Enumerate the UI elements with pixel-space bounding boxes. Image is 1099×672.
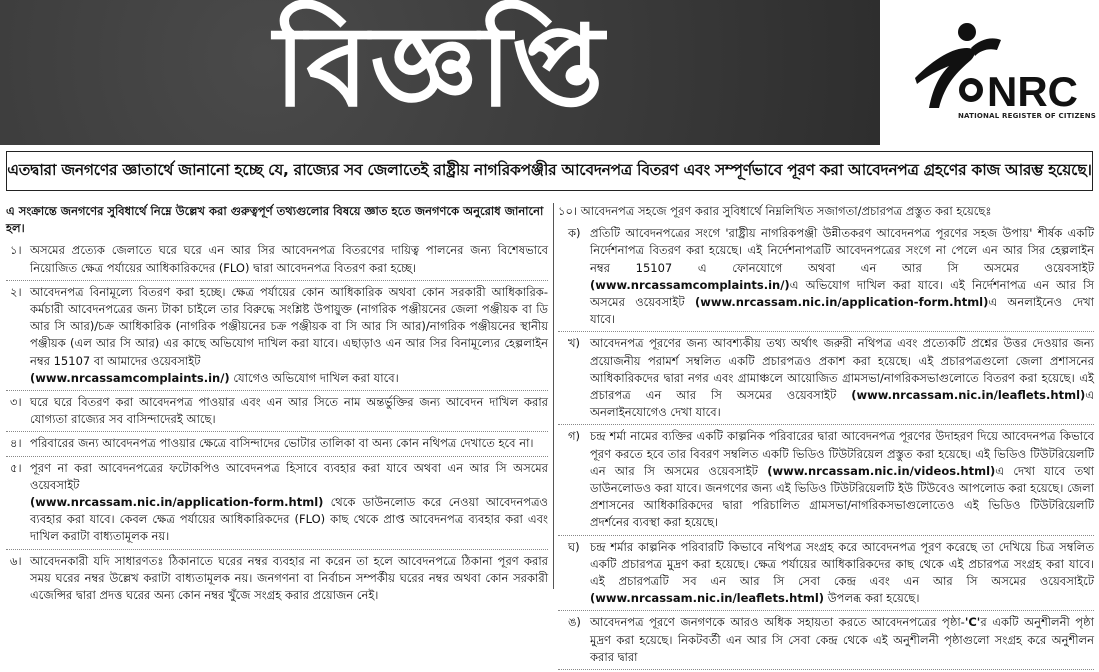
item-text <box>590 428 1094 531</box>
banner <box>0 0 1099 145</box>
item-text <box>30 394 548 428</box>
item-body: পূরণ না করা আবেদনপত্রের ফটোকপিও আবেদনপত্র হিসাবে ব্যবহার করা যাবে অথবা এন আর সি অসমের ওয়েবসাইট <box>30 460 548 492</box>
list-item <box>6 434 548 456</box>
item-body: আবেদনপত্র পূরণে জনগণকে আরও অধিক সহায়তা করতে আবেদনপত্রের পৃষ্ঠা- <box>590 615 965 630</box>
item-number: খ) <box>568 336 581 351</box>
item-body-mid: এ অভিযোগ দাখিল করা যাবে। এই নির্দেশনাপত্র এন আর সি অসমের ওয়েবসাইট <box>590 277 1094 310</box>
left-intro: এ সংক্রান্তে জনগণের সুবিধার্থে নিম্নে উল্লেখ করা গুরুত্বপূর্ণ তথ্যগুলোর বিষয়ে জ্ঞাত হতে জনগণকে অনুরোধ জানানো হল। <box>6 204 544 236</box>
item-text <box>590 614 1094 666</box>
leaflets-link[interactable]: (www.nrcassam.nic.in/leaflets.html) <box>851 388 1086 403</box>
item-number: ৩। <box>10 395 22 410</box>
item-text <box>30 242 548 276</box>
list-item <box>558 538 1094 612</box>
item-body-tail: এ দেখা যাবে তথা ডাউনলোডও করা যাবে। জনগণের জন্য এই ভিডিও টিউটরিয়েলটি ইউ টিউবেও আপলোড করা হয়েছে। জেলা প্রশাসনের আধিকারিকদের দ্বারা পরিচালিত গ্রামসভা/নাগরিকসভাগুলোতেও এই ভিডিও টিউটরিয়েলটি প্রদর্শনের ব্যবস্থা করা হয়েছে। <box>590 463 1095 530</box>
item-body-tail: যোগেও অভিযোগ দাখিল করা যাবে। <box>229 370 399 385</box>
left-column <box>6 203 548 609</box>
item-number: ৪। <box>10 436 22 451</box>
list-item <box>6 241 548 280</box>
right-intro: ১০। আবেদনপত্র সহজে পূরণ করার সুবিধার্থে নিম্নলিখিত সজাগতা/প্রচারপত্র প্রস্তুত করা হয়েছেঃ <box>558 204 992 218</box>
item-number: ঘ) <box>568 539 580 554</box>
item-body: ঘরে ঘরে বিতরণ করা আবেদনপত্র পাওয়ার এবং এন আর সিতে নাম অন্তর্ভুক্তির জন্য আবেদন দাখিল করার যোগ্যতা রাজ্যের সব বাসিন্দাদেরই আছে। <box>30 395 548 427</box>
videos-link[interactable]: (www.nrcassam.nic.in/videos.html) <box>767 463 996 478</box>
list-item <box>6 459 548 550</box>
item-text <box>30 435 548 452</box>
item-text <box>30 553 548 605</box>
application-form-link[interactable]: (www.nrcassam.nic.in/application-form.html) <box>30 495 324 510</box>
item-text <box>30 284 548 387</box>
item-number: গ) <box>568 429 581 444</box>
item-body-tail: র একটি অনুশীলনী পৃষ্ঠা মুদ্রণ করা হয়েছে। নিকটবর্তী এন আর সি সেবা কেন্দ্র থেকে এই অনুশীলনী পৃষ্ঠাগুলো সংগ্রহ করে অনুশীলন করার দ্বারা <box>590 615 1094 664</box>
item-text <box>590 225 1094 328</box>
list-item <box>6 552 548 608</box>
item-text <box>590 539 1094 608</box>
item-number: ক) <box>568 226 581 241</box>
logo-text: NRC <box>987 68 1078 115</box>
headline: এতদ্বারা জনগণের জ্ঞাতার্থে জানানো হচ্ছে যে, রাজ্যের সব জেলাতেই রাষ্ট্রীয় নাগরিকপঞ্জীর আবেদনপত্র বিতরণ এবং সম্পূর্ণভাবে পূরণ করা আবেদনপত্র গ্রহণের কাজ আরম্ভ হয়েছে। <box>6 151 1093 191</box>
item-number: ১। <box>10 243 22 258</box>
item-body: আবেদনপত্র পূরণের জন্য আবশ্যকীয় তথ্য অর্থাৎ জরুরী নথিপত্র এবং প্রত্যেকটি প্রশ্নের উত্তর দেওয়ার জন্য প্রয়োজনীয় পরামর্শ সম্বলিত একটি প্রচারপত্রও প্রকাশ করা হয়েছে। এই প্রচারপত্রগুলো জেলা প্রশাসনের আধিকারিকদের দ্বারা নগর এবং গ্রামাঞ্চলে আয়োজিত গ্রামসভা/নাগরিকসভাগুলোতে বিতরণ করা হয়েছে। এই প্রচারপত্র এন আর সি অসমের ওয়েবসাইট <box>590 336 1094 403</box>
item-body: পরিবারের জন্য আবেদনপত্র পাওয়ার ক্ষেত্রে বাসিন্দাদের ভোটার তালিকা বা অন্য কোন নথিপত্র দেখাতে হবে না। <box>30 436 534 451</box>
item-number: ২। <box>10 284 22 299</box>
item-body: আবেদনপত্র বিনামূল্যে বিতরণ করা হচ্ছে। ক্ষেত্র পর্যায়ের কোন আধিকারিক অথবা কোন সরকারী আধিকারিক-কর্মচারী আবেদনপত্রের জন্য টাকা চাইলে তার বিরুদ্ধে সংশ্লিষ্ট উপায়ুক্ত (নাগরিক পঞ্জীয়নের জেলা পঞ্জীয়ক বা ডি আর সি আর)/চক্র আধিকারিক (নাগরিক পঞ্জীয়নের চক্র পঞ্জীয়ক বা সি আর সি আর)/নাগরিক পঞ্জীয়নের স্থানীয় পঞ্জীয়ক (এল আর সি আর) এর কাছে অভিযোগ দাখিল করা যাবে। এছাড়াও এন আর সির বিনামূল্যের হেল্পলাইন নম্বর 15107 বা আমাদের ওয়েবসাইট <box>30 284 548 368</box>
item-body: আবেদনকারী যদি সাধারণতঃ ঠিকানাতে ঘরের নম্বর ব্যবহার না করেন তা হলে আবেদনপত্রে ঠিকানা পূরণ করার সময় ঘরের নম্বর উল্লেখ করাটা বাধ্যতামূলক নয়। জনগণনা বা নির্বাচন সম্পর্কীয় ঘরের নম্বর অথবা কোন সরকারী এজেন্সির দ্বারা প্রদত্ত ঘরের অন্য কোন নম্বর খুঁজে সংগ্রহ করার প্রয়োজন নেই। <box>30 553 548 603</box>
item-text <box>590 335 1094 421</box>
item-number: ঙ) <box>568 615 581 630</box>
complaints-link[interactable]: (www.nrcassamcomplaints.in/) <box>590 277 790 292</box>
list-item <box>558 224 1094 332</box>
banner-title: বিজ্ঞপ্তি <box>274 1 606 132</box>
item-body: প্রতিটি আবেদনপত্রের সংগে 'রাষ্ট্রীয় নাগরিকপঞ্জী উন্নীতকরণ আবেদনপত্র পূরণের সহজ উপায়' শীর্ষক একটি নির্দেশনাপত্র বিতরণ করা হয়েছে। এই নির্দেশনাপত্রটি আবেদনপত্রের সংগে না পেলে এন আর সির হেল্পলাইন নম্বর 15107 এ ফোনযোগে অথবা এন আর সি অসমের ওয়েবসাইট <box>590 226 1094 275</box>
right-column <box>558 203 1094 672</box>
item-text <box>30 460 548 546</box>
logo-caption: NATIONAL REGISTER OF CITIZENS <box>958 112 1097 120</box>
item-body-tail: থেকে ডাউনলোড করে নেওয়া আবেদনপত্রও ব্যবহার করা যাবে। কেবল ক্ষেত্র পর্যায়ের আধিকারিকদের (FLO) কাছ থেকে প্রাপ্ত আবেদনপত্র ব্যবহার করা এবং দাখিল করাটা বাধ্যতামূলক নয়। <box>30 495 548 544</box>
item-body-tail: এ অনলাইনযোগেও দেখা যাবে। <box>590 388 1095 420</box>
item-number: ৬। <box>10 553 22 568</box>
list-item <box>6 283 548 391</box>
list-item <box>558 613 1094 670</box>
list-item <box>558 427 1094 535</box>
item-body-tail: এ অনলাইনেও দেখা যাবে। <box>590 295 1094 327</box>
complaints-link[interactable]: (www.nrcassamcomplaints.in/) <box>30 370 230 385</box>
item-number: ৫। <box>10 460 22 475</box>
list-item <box>6 393 548 432</box>
item-body-tail: উপলব্ধ করা হয়েছে। <box>824 591 920 606</box>
item-body: অসমের প্রত্যেক জেলাতে ঘরে ঘরে এন আর সির আবেদনপত্র বিতরণের দায়িত্ব পালনের জন্য বিশেষভাবে নিয়োজিত ক্ষেত্র পর্যায়ের আধিকারিকদের (FLO) দ্বারা আবেদনপত্র বিতরণ করা হচ্ছে। <box>30 243 548 275</box>
application-form-link[interactable]: (www.nrcassam.nic.in/application-form.html) <box>694 295 989 310</box>
page-c-label: 'C' <box>964 615 981 630</box>
item-body: চন্দ্র শর্মা নামের ব্যক্তির একটি কাল্পনিক পরিবারের দ্বারা আবেদনপত্র পূরণের উদাহরণ দিয়ে আবেদনপত্র কিভাবে পূরণ করতে হবে তার বিবরণ সম্বলিত একটি ভিডিও টিউটরিয়েল প্রস্তুত করা হয়েছে। এই ভিডিও টিউটরিয়েলটি এন আর সি অসমের ওয়েবসাইট <box>590 429 1094 478</box>
list-item <box>558 334 1094 425</box>
leaflets-link[interactable]: (www.nrcassam.nic.in/leaflets.html) <box>590 591 825 606</box>
column-divider <box>553 203 554 589</box>
item-body: চন্দ্র শর্মার কাল্পনিক পরিবারটি কিভাবে নথিপত্র সংগ্রহ করে আবেদনপত্র পূরণ করেছে তা দেখিয়ে চিত্র সম্বলিত একটি প্রচারপত্র মুদ্রণ করা হয়েছে। ক্ষেত্র পর্যায়ের আধিকারিকদের কাছ থেকে এই প্রচারপত্র সংগ্রহ করা যাবে। এই প্রচারপত্রটি সব এন আর সি সেবা কেন্দ্র এবং এন আর সি অসমের ওয়েবসাইটে <box>590 539 1095 589</box>
